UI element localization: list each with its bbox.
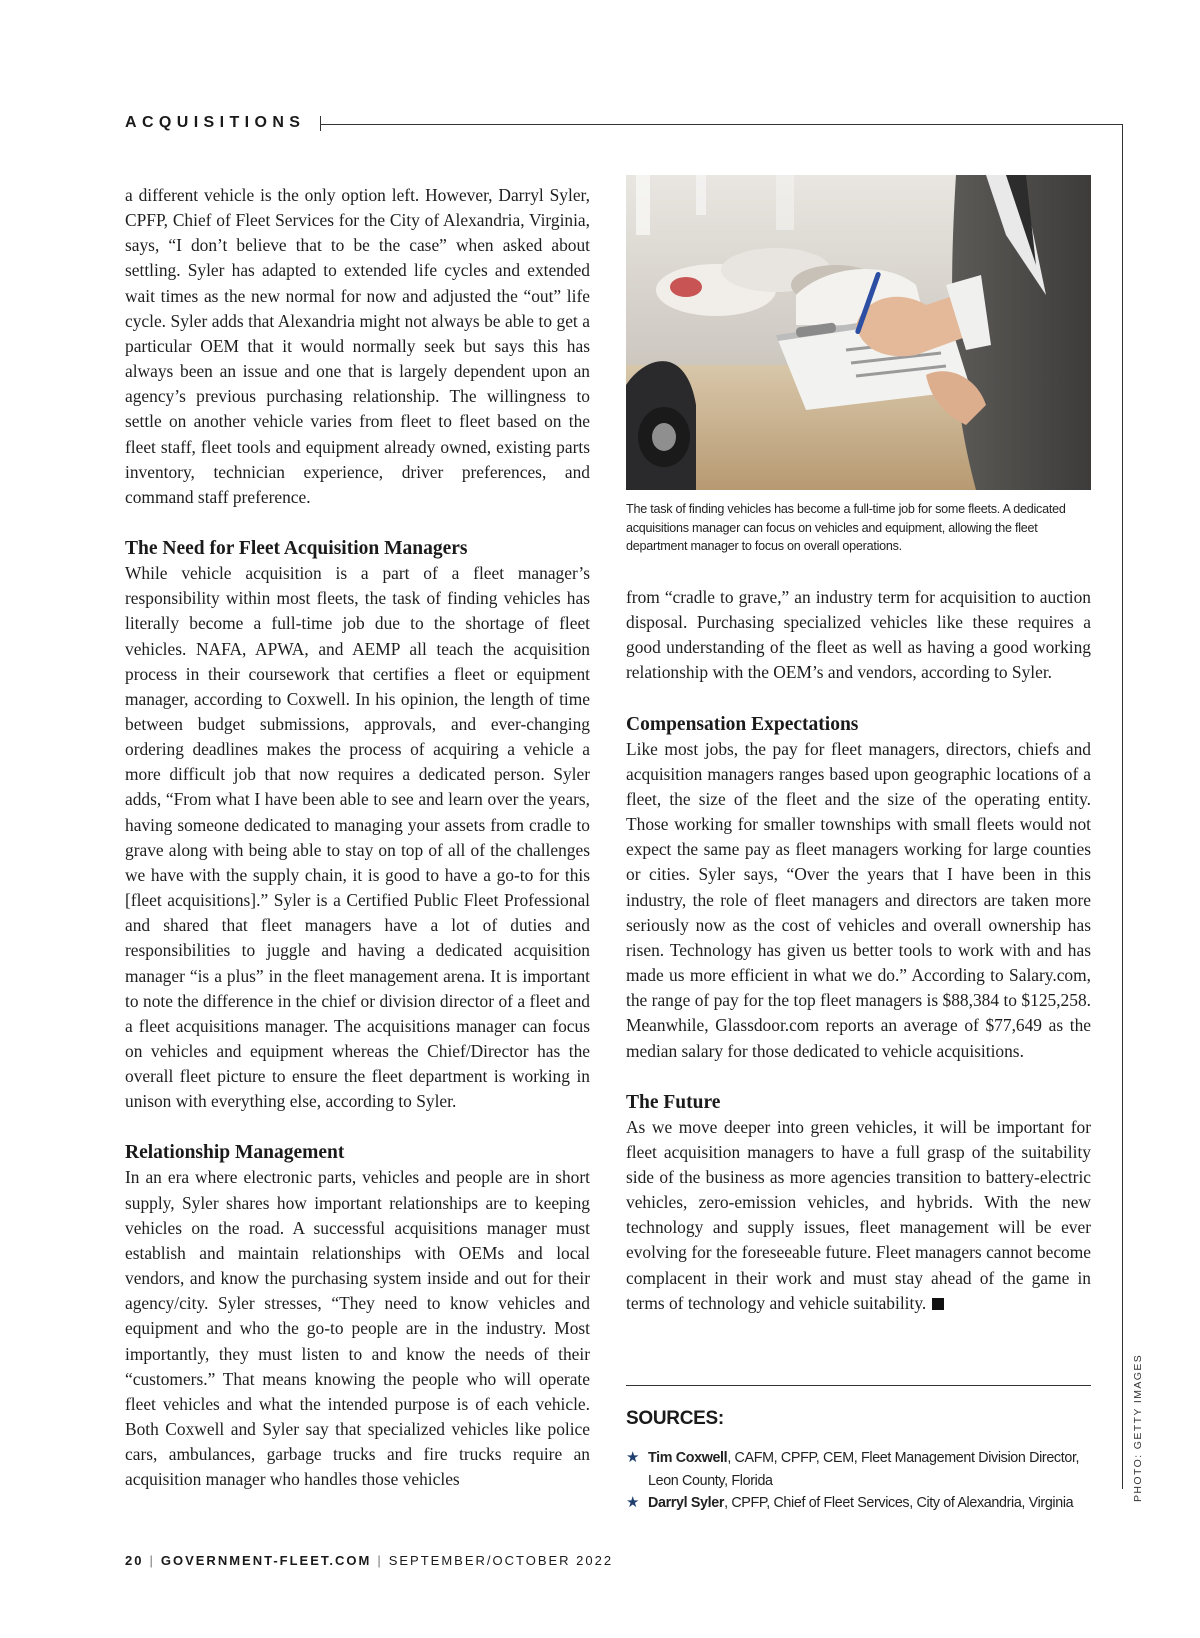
source-detail: , CAFM, CPFP, CEM, Fleet Management Division Director, Leon County, Florida xyxy=(648,1450,1080,1489)
footer-separator: | xyxy=(377,1553,383,1568)
photo-illustration xyxy=(626,175,1091,490)
article-column-right xyxy=(626,585,1091,1316)
footer-separator: | xyxy=(149,1553,155,1568)
source-item xyxy=(626,1492,1086,1515)
photo-credit: PHOTO: GETTY IMAGES xyxy=(1132,1353,1144,1502)
relationship-paragraph: In an era where electronic parts, vehicles and people are in short supply, Syler shares how important relationships are to keeping vehicles on the road. A successful acquisitions manager must establish and maintain relationships with OEMs and local vendors, and know the purchasing system inside and out for their agency/city. Syler stresses, “They need to know vehicles and equipment and who the go-to people are in the industry. Most importantly, they must listen to and know the needs of their “customers.” That means knowing the people who will operate fleet vehicles and what the intended purpose is of each vehicle. Both Coxwell and Syler say that specialized vehicles like police cars, ambulances, garbage trucks and fire trucks require an acquisition manager who handles those vehicles xyxy=(125,1167,590,1490)
end-of-article-icon xyxy=(932,1298,944,1310)
source-item xyxy=(626,1447,1086,1492)
future-text: As we move deeper into green vehicles, it will be important for fleet acquisition managers to have a full grasp of the suitability side of the business as more agencies transition to battery-electric vehicles, zero-emission vehicles, and hybrids. With the new technology and supply issues, fleet management will be ever evolving for the foreseeable future. Fleet managers cannot become complacent in their work and must stay ahead of the game in terms of technology and vehicle suitability. xyxy=(626,1116,1091,1313)
right-border-rule xyxy=(1122,124,1123,1489)
footer-issue: SEPTEMBER/OCTOBER 2022 xyxy=(388,1553,614,1568)
photo-caption: The task of finding vehicles has become a full-time job for some fleets. A dedicated acquisitions manager can focus on vehicles and equipment, allowing the fleet department manager to focus on overall operations. xyxy=(626,502,1066,553)
star-icon: ★ xyxy=(626,1449,640,1466)
heading-relationship-management: Relationship Management xyxy=(125,1142,345,1164)
need-paragraph: While vehicle acquisition is a part of a fleet manager’s responsibility within most fleets, the task of finding vehicles has literally become a full-time job due to the shortage of fleet vehicles. NAFA, APWA, and AEMP all teach the acquisition process in their coursework that certifies a fleet or equipment manager, according to Coxwell. In his opinion, the length of time between budget submissions, approvals, and ever-changing ordering deadlines makes the process of acquiring a vehicle a more difficult job that now requires a dedicated person. Syler adds, “From what I have been able to see and learn over the years, having someone dedicated to managing your assets from cradle to grave along with being able to stay on top of all of the challenges we have with the supply chain, it is good to have a go-to for this [fleet acquisitions].” Syler is a Certified Public Fleet Professional and shared that fleet managers have a lot of duties and responsibilities to juggle and having a dedicated acquisition manager “is a plus” in the fleet management arena. It is important to note the difference in the chief or division director of a fleet and a fleet acquisitions manager. The acquisitions manager can focus on vehicles and equipment whereas the Chief/Director has the overall fleet picture to ensure the fleet department is working in unison with everything else, according to Syler. xyxy=(125,563,590,1112)
article-photo xyxy=(626,175,1091,490)
compensation-paragraph: Like most jobs, the pay for fleet managers, directors, chiefs and acquisition managers ranges based upon geographic locations of a fleet, the size of the fleet and the size of the operating entity. Those working for smaller townships with small fleets would not expect the same pay as fleet managers working for large counties or cities. Syler says, “Over the years that I have been in this industry, the role of fleet managers and directors are taken more seriously now as the cost of vehicles and overall ownership has risen. Technology has given us better tools to work with and has made us more efficient in what we do.” According to Salary.com, the range of pay for the top fleet managers is $88,384 to $125,258. Meanwhile, Glassdoor.com reports an average of $77,649 as the median salary for those dedicated to vehicle acquisitions. xyxy=(626,738,1091,1061)
source-name: Darryl Syler xyxy=(648,1495,725,1511)
section-label: ACQUISITIONS xyxy=(125,114,306,131)
heading-need-for-managers: The Need for Fleet Acquisition Managers xyxy=(125,538,468,560)
star-icon: ★ xyxy=(626,1494,640,1511)
continued-paragraph: from “cradle to grave,” an industry term for acquisition to auction disposal. Purchasing specialized vehicles like these requires a good understanding of the fleet as well as having a good working relationship with the OEM’s and vendors, according to Syler. xyxy=(626,587,1091,683)
article-column-left xyxy=(125,183,590,1493)
sources-divider xyxy=(626,1385,1091,1386)
intro-paragraph: a different vehicle is the only option left. However, Darryl Syler, CPFP, Chief of Fleet Services for the City of Alexandria, Virginia, says, “I don’t believe that to be the case” when asked about settling. Syler has adapted to extended life cycles and extended wait times as the new normal for now and adjusted the “out” life cycle. Syler adds that Alexandria might not always be able to get a particular OEM that it would normally seek but says this has always been an issue and one that is largely dependent upon an agency’s previous purchasing relationship. The willingness to settle on another vehicle varies from fleet to fleet based on the fleet staff, fleet tools and equipment already owned, existing parts inventory, technician experience, driver preferences, and command staff preference. xyxy=(125,185,590,507)
sources-title: SOURCES: xyxy=(626,1408,724,1429)
future-paragraph xyxy=(626,1115,1091,1316)
page-number: 20 xyxy=(125,1553,144,1568)
header-rule xyxy=(320,124,1123,125)
source-detail: , CPFP, Chief of Fleet Services, City of Alexandria, Virginia xyxy=(724,1495,1074,1511)
footer-site: GOVERNMENT-FLEET.COM xyxy=(160,1553,372,1568)
sources-list xyxy=(626,1447,1086,1515)
source-name: Tim Coxwell xyxy=(648,1450,728,1466)
heading-compensation-expectations: Compensation Expectations xyxy=(626,713,859,735)
heading-the-future: The Future xyxy=(626,1091,721,1113)
page-footer xyxy=(125,1553,613,1568)
